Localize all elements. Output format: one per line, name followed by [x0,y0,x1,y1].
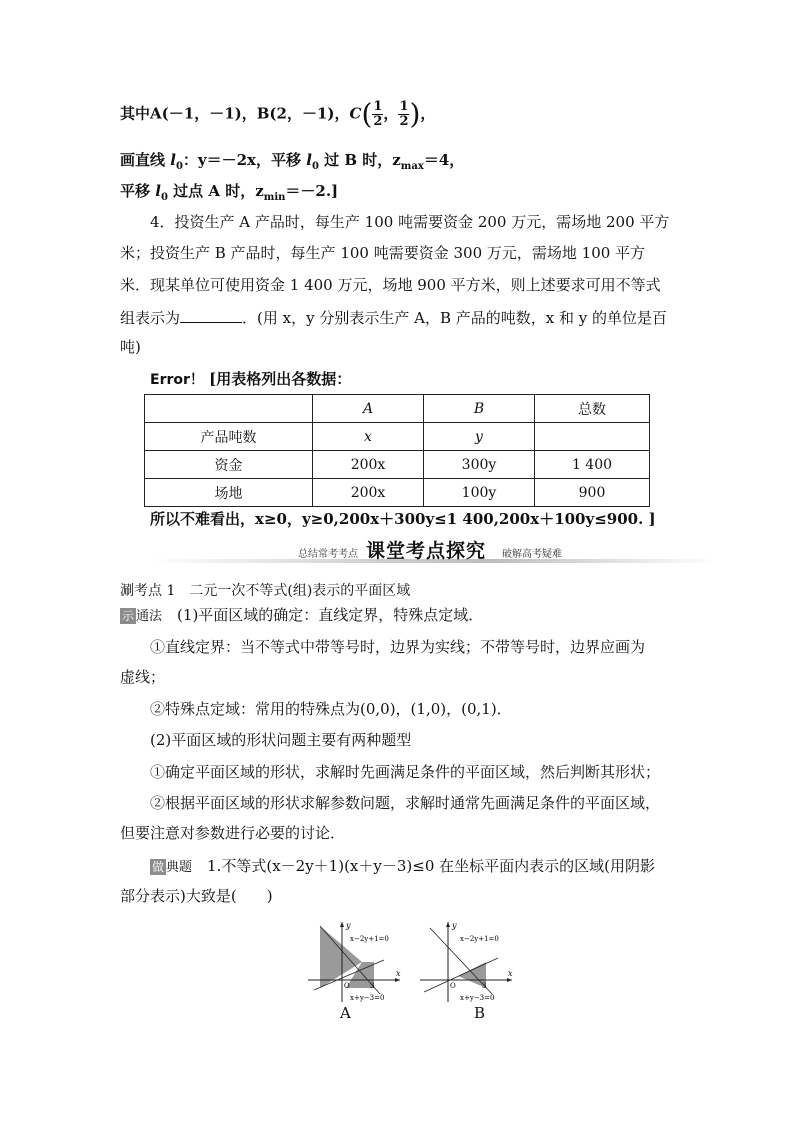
example-tag: 做 [152,860,165,874]
topic-line7: ②根据平面区域的形状求解参数问题，求解时通常先画满足条件的平面区域， [150,794,661,812]
table-cell: y [424,423,535,451]
table-cell: 900 [535,479,650,507]
table-cell: 资金 [145,451,313,479]
axis-label: y [346,921,351,930]
data-table [144,394,650,507]
banner-title: 课堂考点探究 [366,540,487,562]
axis-label: y [452,921,457,930]
table-row [145,423,650,451]
table-cell [535,423,650,451]
banner-right-text: 破解高考疑难 [502,549,562,560]
topic-line3: 虚线； [120,668,166,686]
shift-line-text: 平移 $l_0$ 过点 A 时，$z_{min}=-2$.] [120,182,339,203]
topic-line6: ①确定平面区域的形状，求解时先画满足条件的平面区域，然后判断其形状； [150,763,661,781]
equation-label: x−2y+1=0 [460,935,499,943]
axis-label: x [396,969,401,978]
table-cell: 产品吨数 [145,423,313,451]
table-cell: x [313,423,424,451]
line-l0-text: 画直线 $l_0$：y＝－2x，平移 $l_0$ 过 B 时，$z_{max}=4$， [120,151,465,172]
fraction-one-half: $\frac{1}{2}$ [399,99,409,129]
figure-a [304,920,406,1006]
figure-b [416,920,518,1006]
points-line: 其中A(－1，－1)，B(2，－1)，C( $\frac{1}{2}$ ， $\frac{1}{2}$ )， [120,97,436,131]
axis-label: x [508,969,513,978]
table-cell [145,395,313,423]
table-cell: A [313,395,424,423]
topic-line2: ①直线定界：当不等式中带等号时，边界为实线；不带等号时，边界应画为 [150,638,646,656]
table-header-row [145,395,650,423]
figure-label: A [340,1004,351,1022]
topic-line4: ②特殊点定域：常用的特殊点为(0,0)，(1,0)，(0,1)． [150,700,512,718]
answer-blank [180,306,242,323]
equation-label: x+y−3=0 [350,994,385,1002]
table-cell: 1 400 [535,451,650,479]
example-line1: 做 典题 1.不等式(x－2y＋1)(x＋y－3)≤0 在坐标平面内表示的区域(用阴影 [152,857,655,875]
table-cell: 100y [424,479,535,507]
topic-line5: (2)平面区域的形状问题主要有两种题型 [150,731,412,749]
origin-label: O [450,982,456,990]
tick-label: 3 [370,982,375,990]
topic-heading: 涮考点 1 二元一次不等式(组)表示的平面区域 [120,583,411,599]
problem4-line2: 米；投资生产 B 产品时，每生产 100 吨需要资金 300 万元，需场地 100 平方 [120,244,646,262]
tick-label: 3 [482,982,487,990]
table-cell: 300y [424,451,535,479]
method-tag: 示 [122,609,135,623]
method-line: 示 通法 (1)平面区域的确定：直线定界，特殊点定域． [122,606,484,624]
line-x-minus-2y [424,958,498,992]
answer-intro: Error！ [用表格列出各数据： [150,370,352,388]
equation-label: x+y−3=0 [460,994,495,1002]
section-banner [150,537,716,563]
problem4-line1: 4．投资生产 A 产品时，每生产 100 吨需要资金 200 万元，需场地 200 平方 [150,213,670,231]
table-cell: 场地 [145,479,313,507]
table-cell: 200x [313,479,424,507]
origin-label: O [344,982,350,990]
banner-left-text: 总结常考考点 [298,549,358,560]
fraction-one-half: $\frac{1}{2}$ [373,99,383,129]
problem4-line5: 吨) [120,338,141,356]
equation-label: x−2y+1=0 [350,935,389,943]
example-line2: 部分表示)大致是( ) [120,887,273,905]
table-row [145,451,650,479]
figure-label: B [474,1004,486,1022]
table-row [145,479,650,507]
answer-conclusion: 所以不难看出，x≥0，y≥0,200x＋300y≤1 400,200x＋100y≤900. ] [150,510,656,528]
topic-line8: 但要注意对参数进行必要的讨论． [120,824,346,842]
problem4-line4: 组表示为 ．(用 x，y 分别表示生产 A，B 产品的吨数，x 和 y 的单位是百 [120,306,667,329]
table-cell: 总数 [535,395,650,423]
table-cell: 200x [313,451,424,479]
problem4-line3: 米．现某单位可使用资金 1 400 万元，场地 900 平方米，则上述要求可用不等式 [120,276,661,294]
table-cell: B [424,395,535,423]
